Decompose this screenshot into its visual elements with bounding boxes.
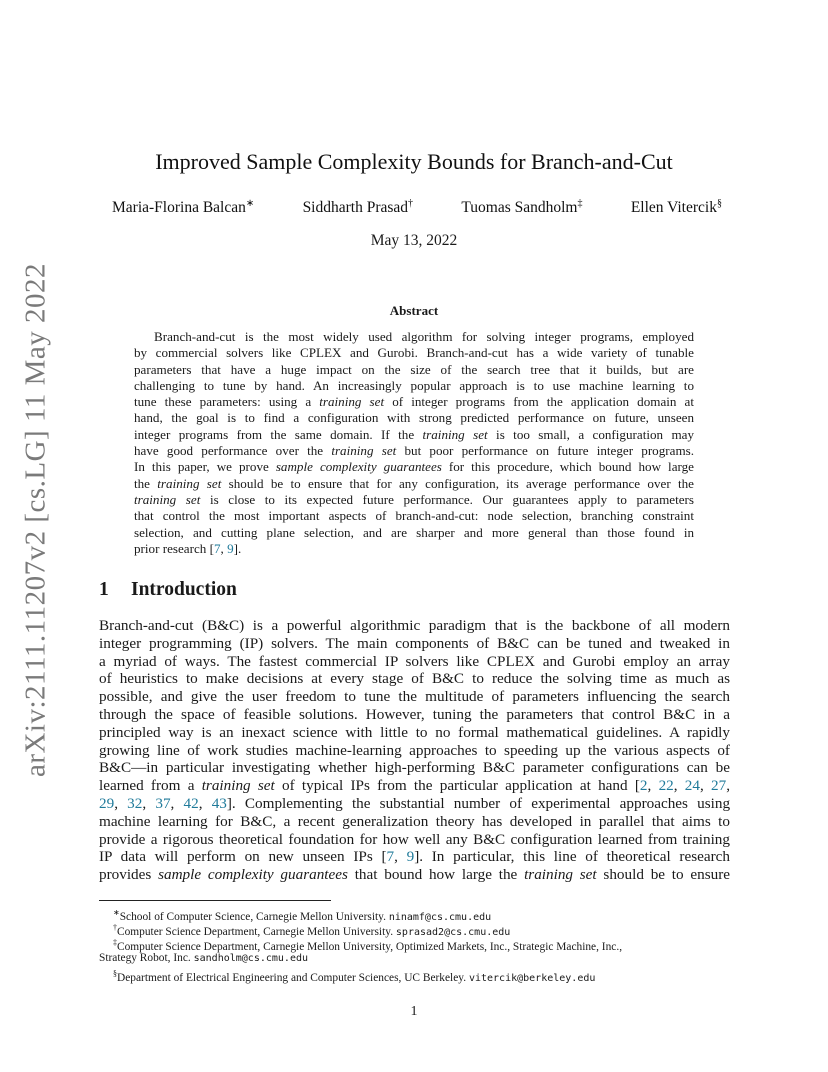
section-number: 1 [99,579,109,600]
abstract-heading: Abstract [389,303,439,318]
arxiv-identifier: arXiv:2111.11207v2 [cs.LG] 11 May 2022 [19,262,52,778]
abstract-line: by commercial solvers like CPLEX and Gurobi. Branch-and-cut has a wide variety of tunable [134,345,694,361]
abstract-line: challenging to tune by hand. An increasingly popular approach is to use machine learning to [134,377,694,393]
body-line: a myriad of ways. The fastest commercial IP solvers like CPLEX and Gurobi employ an array [99,652,730,670]
introduction-body [99,617,730,884]
body-line: machine learning for B&C, a recent generalization theory has developed in parallel that aims to [99,812,730,830]
abstract-line: parameters that have a huge impact on the size of the search tree that it builds, but are [134,361,694,377]
abstract-line: In this paper, we prove sample complexity guarantees for this procedure, which bound how large [134,459,694,475]
paper-date: May 13, 2022 [370,232,458,249]
abstract-line: prior research [7, 9]. [134,540,242,556]
body-line: IP data will perform on new unseen IPs [7, 9]. In particular, this line of theoretical research [99,848,730,866]
footnote: ∗School of Computer Science, Carnegie Mellon University. ninamf@cs.cmu.edu [113,908,492,923]
footnotes [99,905,730,984]
body-line: through the space of feasible solutions. However, tuning the parameters that control B&C in a [99,705,730,723]
body-line: of heuristics to make decisions at every stage of B&C to reduce the solving time as much as [99,670,730,688]
footnote: ‡Computer Science Department, Carnegie Mellon University, Optimized Markets, Inc., Strategic Machine, Inc., [113,938,623,954]
abstract-line: have good performance over the training set but poor performance on future integer programs. [134,443,695,459]
abstract-line: hand, the goal is to find a configuration with strong predicted performance on future, unseen [134,410,694,426]
author: Maria-Florina Balcan∗ [112,198,255,217]
paper-title: Improved Sample Complexity Bounds for Branch-and-Cut [155,149,673,174]
author: Siddharth Prasad† [302,198,414,217]
body-line: B&C—in particular investigating whether high-performing B&C parameter configurations can be [99,759,730,777]
body-line: integer programming (IP) solvers. The main components of B&C can be tuned and tweaked in [99,634,730,652]
footnote: §Department of Electrical Engineering and Computer Sciences, UC Berkeley. vitercik@berkeley.edu [113,968,596,984]
abstract-line: selection, and cutting plane selection, and are sharper and more general than those found in [134,524,694,540]
section-heading [99,579,237,601]
footnote: †Computer Science Department, Carnegie Mellon University. sprasad2@cs.cmu.edu [113,923,511,938]
email: ninamf@cs.cmu.edu [388,911,492,923]
abstract-line: integer programs from the same domain. If the training set is too small, a configuration may [134,426,694,442]
abstract-body [134,329,694,557]
abstract-line: the training set should be to ensure that for any configuration, its average performance over the [134,475,694,491]
email: vitercik@berkeley.edu [468,972,596,984]
body-line: provides sample complexity guarantees that bound how large the training set should be to ensure [99,866,731,884]
author-list [112,198,722,217]
body-line: provide a rigorous theoretical foundation for how well any B&C configuration learned from training [99,830,730,848]
abstract-line: tune these parameters: using a training set of integer programs from the application domain at [134,394,695,410]
email: sandholm@cs.cmu.edu [193,952,308,964]
abstract-line: training set is close to its expected future performance. Our guarantees apply to parameters [134,491,694,507]
email: sprasad2@cs.cmu.edu [395,926,511,938]
body-line: possible, and give the user freedom to tune the multitude of parameters influencing the search [99,688,730,706]
footnote-continuation: Strategy Robot, Inc. sandholm@cs.cmu.edu [99,951,308,964]
body-line: growing line of work studies machine-learning approaches to speeding up the various aspects of [99,741,730,759]
section-title: Introduction [131,579,237,600]
footnote-rule [99,900,331,901]
author: Ellen Vitercik§ [630,198,722,217]
abstract-line: Branch-and-cut is the most widely used algorithm for solving integer programs, employed [154,329,694,344]
body-line: 29, 32, 37, 42, 43]. Complementing the substantial number of experimental approaches using [99,794,731,812]
abstract-line: that control the most important aspects of branch-and-cut: node selection, branching constraint [134,508,694,524]
body-line: learned from a training set of typical IPs from the particular application at hand [2, 22, 24, 27, [99,777,731,795]
body-line: Branch-and-cut (B&C) is a powerful algorithmic paradigm that is the backbone of all modern [99,617,730,634]
page-number: 1 [410,1004,418,1019]
body-line: principled way is an inexact science with little to no formal mathematical guidelines. A rapidly [99,723,730,741]
author: Tuomas Sandholm‡ [461,198,583,217]
